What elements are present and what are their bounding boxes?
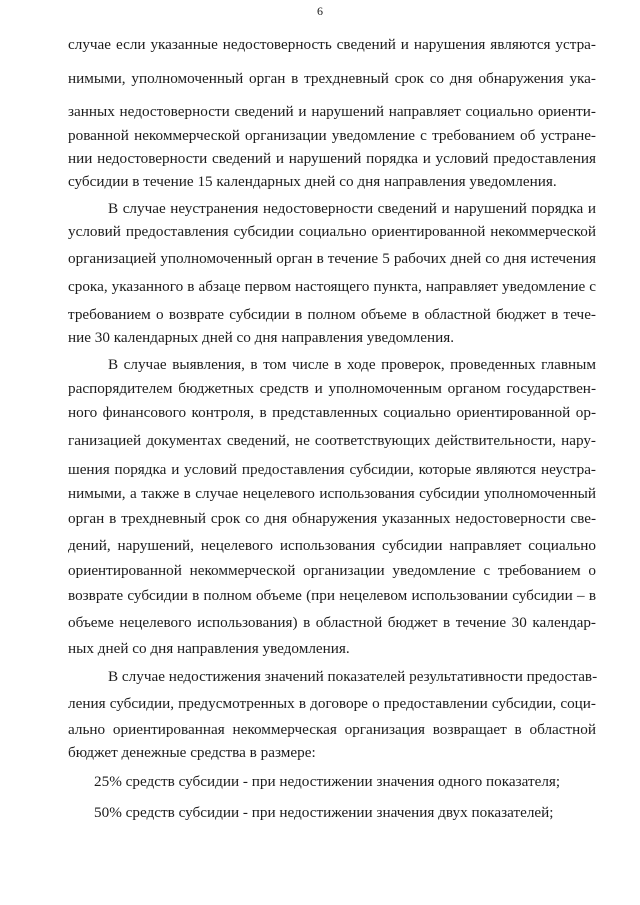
- text-line: орган в трехдневный срок со дня обнаружения указанных недостоверности све-: [68, 510, 596, 527]
- text-line: требованием о возврате субсидии в полном объеме в областной бюджет в тече-: [68, 306, 596, 323]
- text-line: нии недостоверности сведений и нарушений порядка и условий предоставления: [68, 150, 596, 167]
- text-line: В случае неустранения недостоверности сведений и нарушений порядка и: [108, 200, 596, 217]
- text-line: шения порядка и условий предоставления субсидии, которые являются неустра-: [68, 461, 596, 478]
- text-line: ально ориентированная некоммерческая организация возвращает в областной: [68, 721, 596, 738]
- text-line: распорядителем бюджетных средств и уполномоченным органом государствен-: [68, 380, 596, 397]
- text-line: В случае выявления, в том числе в ходе проверок, проведенных главным: [108, 356, 596, 373]
- text-line: занных недостоверности сведений и нарушений направляет социально ориенти-: [68, 103, 596, 120]
- text-line: объеме нецелевого использования) в областной бюджет в течение 30 календар-: [68, 614, 596, 631]
- text-line: организацией уполномоченный орган в течение 5 рабочих дней со дня истечения: [68, 250, 596, 267]
- text-line: нимыми, а также в случае нецелевого использования субсидии уполномоченный: [68, 485, 596, 502]
- text-line: срока, указанного в абзаце первом настоящего пункта, направляет уведомление с: [68, 278, 596, 295]
- text-line: ние 30 календарных дней со дня направления уведомления.: [68, 329, 454, 346]
- text-line: ления субсидии, предусмотренных в договоре о предоставлении субсидии, соци-: [68, 695, 596, 712]
- list-item: 50% средств субсидии - при недостижении значения двух показателей;: [94, 804, 554, 821]
- text-line: нимыми, уполномоченный орган в трехдневный срок со дня обнаружения ука-: [68, 70, 596, 87]
- page-number: 6: [317, 4, 323, 18]
- text-line: ориентированной некоммерческой организации уведомление с требованием о: [68, 562, 596, 579]
- text-line: субсидии в течение 15 календарных дней со дня направления уведомления.: [68, 173, 557, 190]
- text-line: ных дней со дня направления уведомления.: [68, 640, 350, 657]
- text-line: рованной некоммерческой организации уведомление с требованием об устране-: [68, 127, 596, 144]
- text-line: случае если указанные недостоверность сведений и нарушения являются устра-: [68, 36, 596, 53]
- text-line: дений, нарушений, нецелевого использования субсидии направляет социально: [68, 537, 596, 554]
- text-line: В случае недостижения значений показателей результативности предостав-: [108, 668, 598, 685]
- list-item: 25% средств субсидии - при недостижении значения одного показателя;: [94, 773, 561, 790]
- text-line: ного финансового контроля, в представленных социально ориентированной ор-: [68, 404, 596, 421]
- text-line: бюджет денежные средства в размере:: [68, 744, 316, 761]
- text-line: возврате субсидии в полном объеме (при нецелевом использовании субсидии – в: [68, 587, 596, 604]
- text-line: ганизацией документах сведений, не соответствующих действительности, нару-: [68, 432, 596, 449]
- text-line: условий предоставления субсидии социально ориентированной некоммерческой: [68, 223, 596, 240]
